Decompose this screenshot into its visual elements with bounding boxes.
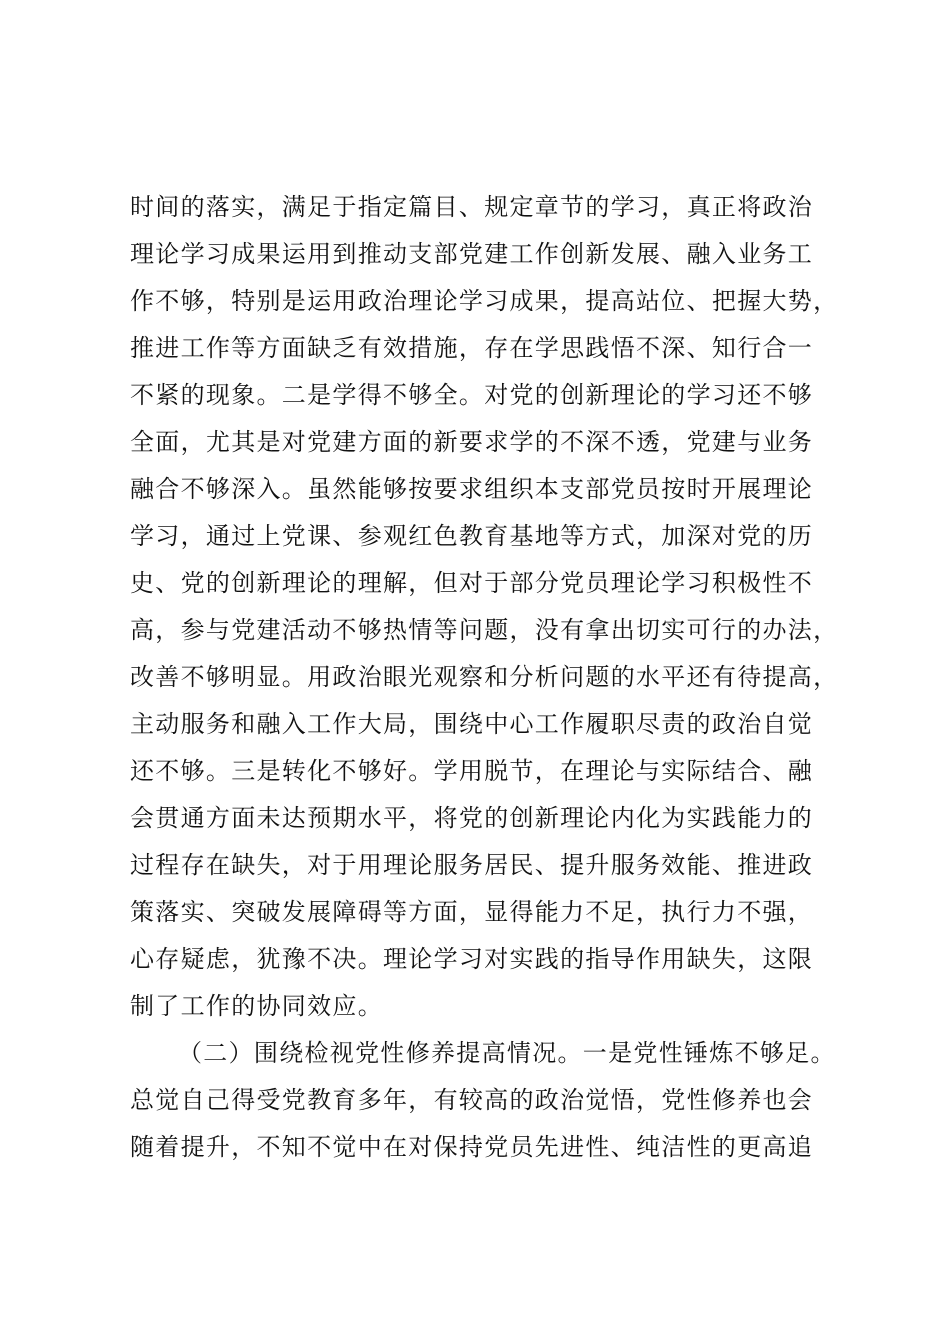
text-line: 作不够，特别是运用政治理论学习成果，提高站位、把握大势， — [130, 287, 839, 315]
text-line: 理论学习成果运用到推动支部党建工作创新发展、融入业务工 — [130, 240, 814, 268]
text-line: 学习，通过上党课、参观红色教育基地等方式，加深对党的历 — [130, 522, 814, 550]
text-line: 策落实、突破发展障碍等方面，显得能力不足，执行力不强， — [130, 898, 814, 926]
text-line: 还不够。三是转化不够好。学用脱节，在理论与实际结合、融 — [130, 757, 814, 785]
text-line: 高，参与党建活动不够热情等问题，没有拿出切实可行的办法， — [130, 616, 839, 644]
text-line: 过程存在缺失，对于用理论服务居民、提升服务效能、推进政 — [130, 851, 814, 879]
text-line: 史、党的创新理论的理解，但对于部分党员理论学习积极性不 — [130, 569, 814, 597]
text-line: 随着提升，不知不觉中在对保持党员先进性、纯洁性的更高追 — [130, 1133, 814, 1161]
text-line: 制了工作的协同效应。 — [130, 992, 383, 1020]
body-text — [130, 184, 850, 1171]
text-line: 融合不够深入。虽然能够按要求组织本支部党员按时开展理论 — [130, 475, 814, 503]
text-line: 推进工作等方面缺乏有效措施，存在学思践悟不深、知行合一 — [130, 334, 814, 362]
text-line: 改善不够明显。用政治眼光观察和分析问题的水平还有待提高， — [130, 663, 839, 691]
text-line: 总觉自己得受党教育多年，有较高的政治觉悟，党性修养也会 — [130, 1086, 814, 1114]
text-line: 时间的落实，满足于指定篇目、规定章节的学习，真正将政治 — [130, 193, 814, 221]
text-line: 会贯通方面未达预期水平，将党的创新理论内化为实践能力的 — [130, 804, 814, 832]
text-line: 主动服务和融入工作大局，围绕中心工作履职尽责的政治自觉 — [130, 710, 814, 738]
text-line: 不紧的现象。二是学得不够全。对党的创新理论的学习还不够 — [130, 381, 814, 409]
text-line: 全面，尤其是对党建方面的新要求学的不深不透，党建与业务 — [130, 428, 814, 456]
section-heading-line: （二）围绕检视党性修养提高情况。一是党性锤炼不够足。 — [178, 1039, 836, 1067]
text-line: 心存疑虑，犹豫不决。理论学习对实践的指导作用缺失，这限 — [130, 945, 814, 973]
